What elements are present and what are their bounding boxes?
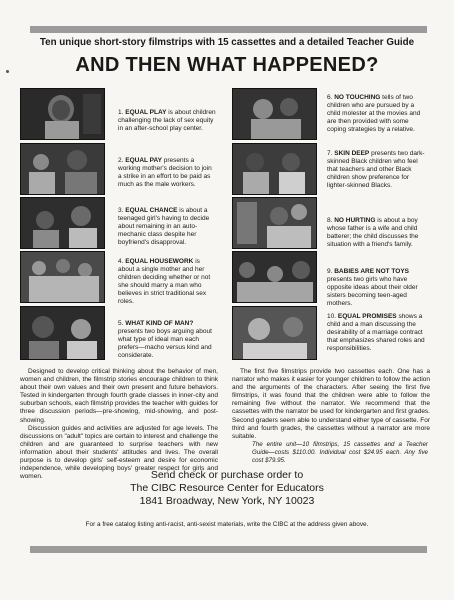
- item-title: EQUAL HOUSEWORK: [125, 258, 194, 265]
- item-number: 2.: [118, 157, 124, 164]
- catalog-note: For a free catalog listing anti-racist, anti-sexist materials, write the CIBC at the address given above.: [85, 521, 369, 528]
- filmstrip-item-2: [118, 157, 216, 189]
- item-number: 10.: [327, 313, 337, 320]
- order-line-send: Send check or purchase order to: [150, 469, 304, 481]
- filmstrip-item-7: [327, 150, 427, 190]
- photo-what-kind-of-man: [20, 306, 105, 360]
- item-title: NO TOUCHING: [334, 94, 381, 101]
- photo-babies-are-not-toys: [232, 251, 317, 303]
- paragraph-discussion: Discussion guides and activities are adjusted for age levels. The discussions on "adult" topics are certain to interest and challenge the children and are guaranteed to surprise teachers with new information about their students' attitudes and lives. The overall purpose is to develop girls' self-esteem and desire for economic independence, while developing boys' greater respect for girls and women.: [20, 424, 218, 481]
- bottom-rule: [30, 546, 427, 553]
- item-description: is about a boy whose father is a wife and child batterer; the child discusses the situation with a friend's family.: [327, 217, 419, 249]
- item-description: tells of two children who are pursued by a child molester at the movies and are then provided with some coping strategies by a relative.: [327, 94, 421, 134]
- filmstrip-item-8: [327, 217, 427, 249]
- photo-equal-chance: [20, 197, 105, 249]
- filmstrip-item-4: [118, 258, 216, 307]
- item-number: 1.: [118, 109, 124, 116]
- item-number: 6.: [327, 94, 333, 101]
- margin-mark: [6, 70, 9, 73]
- item-description: presents two dark-skinned Black children who feel that teachers and other Black children show preference for lighter-skinned Blacks.: [327, 150, 425, 190]
- item-description: is about a single mother and her children deciding whether or not she should marry a man who believes in strict traditional sex roles.: [118, 258, 211, 306]
- filmstrip-item-3: [118, 207, 216, 247]
- photo-equal-promises: [232, 306, 317, 360]
- price-note: The entire unit—10 filmstrips, 15 cassettes and a Teacher Guide—costs $110.00. Individual cost $24.95 each. Any five cost $79.95.: [252, 441, 428, 464]
- item-number: 4.: [118, 258, 124, 265]
- item-title: SKIN DEEP: [334, 150, 370, 157]
- item-title: EQUAL CHANCE: [125, 207, 178, 214]
- item-title: NO HURTING: [334, 217, 376, 224]
- item-description: shows a child and a man discussing the desirability of a marriage contract that emphasizes shared roles and responsibilities.: [327, 313, 425, 353]
- item-description: presents two boys arguing about what type of ideal man each prefers—macho versus kind and considerate.: [118, 328, 212, 360]
- item-title: EQUAL PROMISES: [337, 313, 397, 320]
- item-number: 7.: [327, 150, 333, 157]
- item-description: presents a working mother's decision to join a strike in an effort to be paid as much as the male workers.: [118, 157, 212, 189]
- filmstrip-item-1: [118, 109, 216, 133]
- item-description: presents two girls who have opposite ideas about their older sisters becoming teen-aged mothers.: [327, 276, 418, 308]
- description-right: [232, 368, 430, 441]
- item-title: EQUAL PLAY: [125, 109, 167, 116]
- photo-equal-pay: [20, 143, 105, 195]
- filmstrip-item-9: [327, 268, 427, 308]
- order-line-organization: The CIBC Resource Center for Educators: [130, 482, 324, 494]
- photo-skin-deep: [232, 143, 317, 195]
- paragraph-cassettes: The first five filmstrips provide two cassettes each. One has a narrator who makes it easier for younger children to follow the action and the arguments of the characters. After seeing the first five filmstrips, it was found that the children were able to follow the remaining five without the narrator. We recommend that the cassettes with the narrator be used for kindergarten and first grades. Second graders seem able to understand either type of cassette. For third and fourth grades, the cassettes without a narrator are more suitable.: [232, 368, 431, 440]
- item-description: is about children challenging the lack of sex equity in an after-school play center.: [118, 109, 216, 133]
- description-left: [20, 368, 218, 481]
- item-number: 3.: [118, 207, 124, 214]
- item-title: EQUAL PAY: [125, 157, 162, 164]
- filmstrip-item-10: [327, 313, 427, 353]
- photo-equal-housework: [20, 251, 105, 303]
- filmstrip-item-6: [327, 94, 427, 134]
- photo-no-hurting: [232, 197, 317, 249]
- item-description: is about a teenaged girl's having to decide about remaining in an auto-mechanic class despite her boyfriend's disapproval.: [118, 207, 210, 247]
- order-line-address: 1841 Broadway, New York, NY 10023: [139, 495, 315, 507]
- filmstrip-item-5: [118, 320, 216, 360]
- subtitle: Ten unique short-story filmstrips with 15 cassettes and a detailed Teacher Guide: [39, 37, 415, 48]
- item-number: 9.: [327, 268, 333, 275]
- order-info: [0, 469, 454, 508]
- photo-no-touching: [232, 88, 317, 140]
- item-title: BABIES ARE NOT TOYS: [334, 268, 409, 275]
- item-title: WHAT KIND OF MAN?: [125, 320, 194, 327]
- top-rule: [30, 26, 427, 33]
- page-title: AND THEN WHAT HAPPENED?: [75, 54, 379, 76]
- photo-equal-play: [20, 88, 105, 140]
- item-number: 5.: [118, 320, 124, 327]
- paragraph-design: Designed to develop critical thinking about the behavior of men, women and children, the filmstrip stories encourage children to think about their own values and their own present and future behaviors. Tested in kindergarten through fourth grade classes in inner-city and suburban schools, each filmstrip provides the teacher with guides for three discussion periods—pre-showing, mid-showing, and post-showing.: [20, 368, 218, 424]
- item-number: 8.: [327, 217, 333, 224]
